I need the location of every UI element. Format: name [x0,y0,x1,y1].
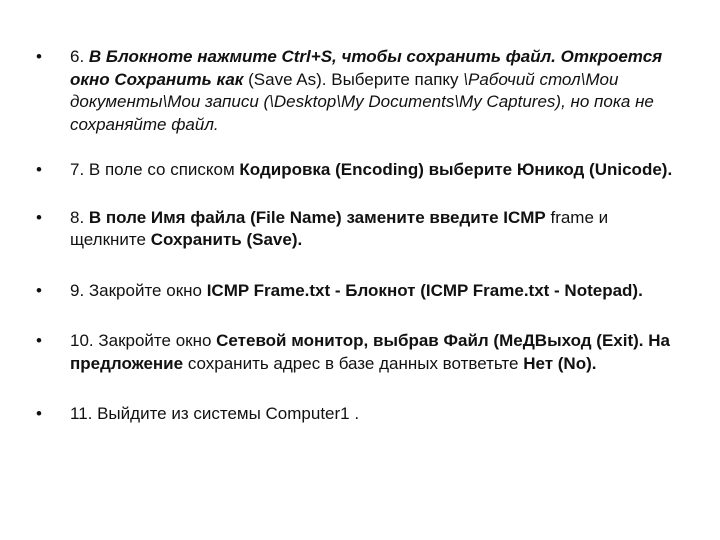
bullet-dot: • [36,280,42,300]
step-instruction-bold-italic: В Блокноте нажмите Ctrl+S, чтобы сохранить файл. Откроется окно Сохранить как [70,47,663,89]
bullet-dot: • [36,331,42,350]
bullet-list [36,46,686,449]
bullet-dot: • [36,160,42,179]
bullet-item-6 [36,46,686,136]
step-bold-text: Кодировка (Encoding) выберите Юникод (Unicode). [239,160,673,179]
step-number: 8. [70,207,89,227]
step-text: 11. Выйдите из системы Computer1 . [70,404,360,423]
bullet-item-10 [36,330,686,375]
step-text: 9. Закройте окно [70,280,207,300]
step-bold-text-2: Сохранить (Save). [150,230,303,249]
step-number: 6. [70,47,89,66]
step-text-2: сохранить адрес в базе данных вответьте [183,353,524,373]
bullet-item-7 [36,159,686,182]
step-bold-text: Сетевой монитор, выбрав Файл (МеДВыход (Exit). На предложение [70,331,670,373]
bullet-dot: • [36,207,42,227]
step-bold-text: ICMP Frame.txt - Блокнот (ICMP Frame.txt - Notepad). [206,280,643,300]
step-text: frame и щелкните [70,207,609,249]
bullet-dot: • [36,404,42,423]
bullet-item-9 [36,280,686,303]
step-text: (Save As). Выберите папку [243,69,464,89]
bullet-dot: • [36,47,42,66]
step-bold-text-2: Нет (No). [523,353,597,373]
bullet-item-8 [36,207,686,252]
step-text: 7. В поле со списком [70,160,240,179]
bullet-item-11 [36,403,686,426]
step-bold-text: В поле Имя файла (File Name) замените введите ICMP [88,207,546,227]
step-text: 10. Закройте окно [70,331,217,350]
step-path-italic: \Рабочий стол\Мои документы\Мои записи (\Desktop\My Documents\My Captures), но пока не сохраняйте файл. [70,69,654,134]
